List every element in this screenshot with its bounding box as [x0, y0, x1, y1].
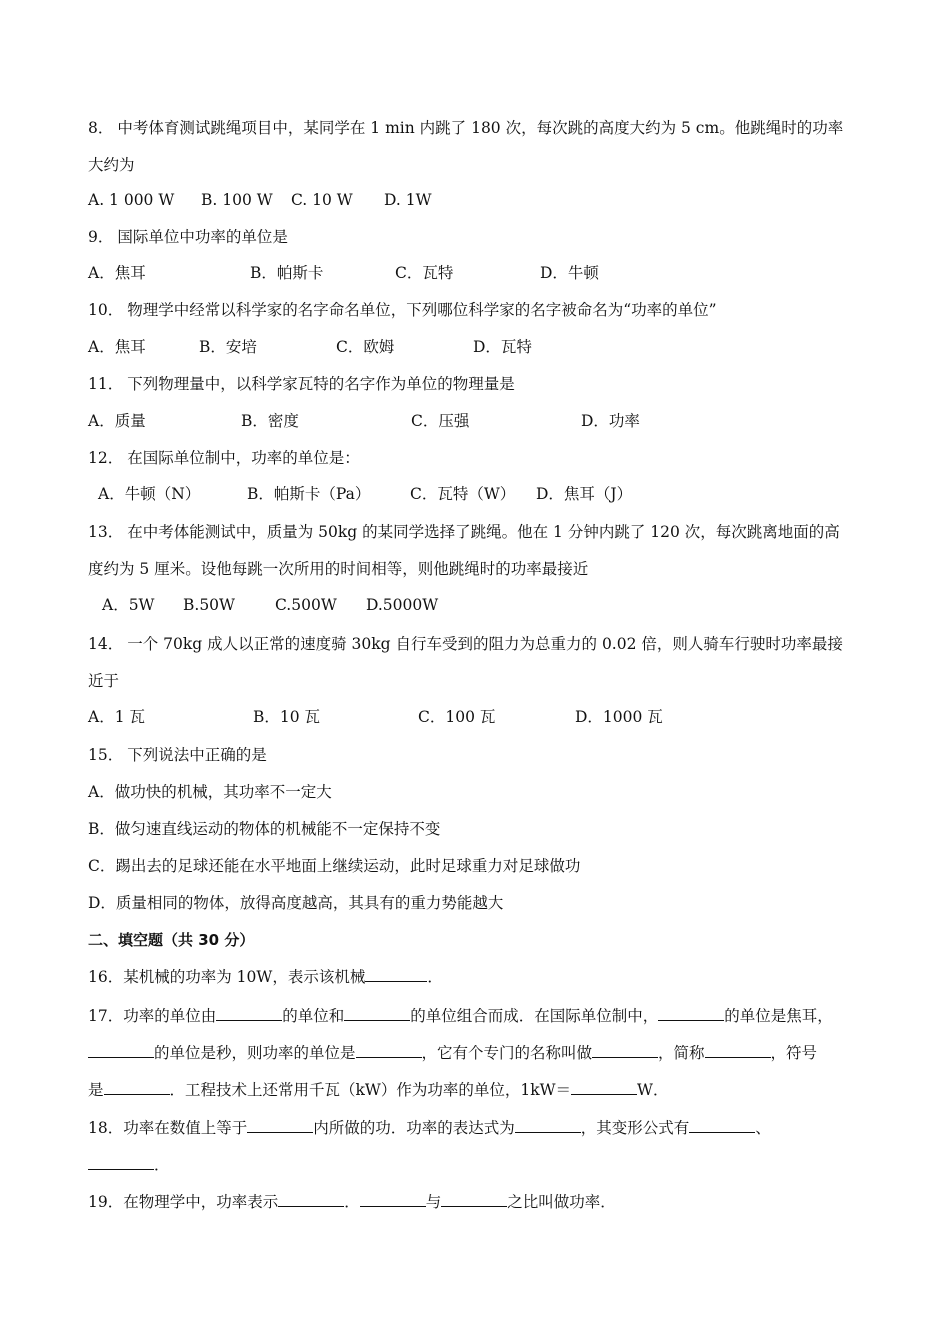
answer-blank[interactable] [515, 1117, 581, 1133]
question-number: 8． [88, 119, 114, 137]
question-8-line-2: 大约为 [88, 156, 135, 174]
question-14-options [88, 707, 868, 727]
answer-blank[interactable] [216, 1005, 282, 1021]
question-number: 17． [88, 1007, 124, 1025]
answer-blank[interactable] [658, 1005, 724, 1021]
question-13-line-1 [88, 522, 840, 542]
question-text: 在物理学中，功率表示 [123, 1193, 279, 1211]
question-text: ，简称 [658, 1044, 705, 1062]
question-text: 一个 70kg 成人以正常的速度骑 30kg 自行车受到的阻力为总重力的 0.02 倍，则人骑车行驶时功率最接 [127, 635, 843, 653]
option-c[interactable]: C．欧姆 [336, 338, 395, 356]
option-d[interactable]: D．焦耳（J） [536, 485, 633, 503]
question-18-line-1 [88, 1117, 771, 1138]
answer-blank[interactable] [592, 1042, 658, 1058]
question-number: 19． [88, 1193, 124, 1211]
answer-blank[interactable] [365, 966, 427, 982]
question-17-line-2 [88, 1042, 817, 1063]
option-c[interactable]: C．踢出去的足球还能在水平地面上继续运动，此时足球重力对足球做功 [88, 857, 581, 875]
question-text: 之比叫做功率． [507, 1193, 616, 1211]
question-number: 13． [88, 523, 124, 541]
question-text: ．工程技术上还常用千瓦（kW）作为功率的单位，1kW＝ [169, 1081, 572, 1099]
question-10-options [88, 337, 868, 357]
question-text: ，符号 [770, 1044, 818, 1062]
question-text: 与 [425, 1193, 442, 1211]
answer-blank[interactable] [360, 1191, 426, 1207]
option-c[interactable]: C．压强 [411, 412, 470, 430]
question-text: 的单位是秒，则功率的单位是 [154, 1044, 356, 1062]
option-d[interactable]: D．牛顿 [540, 264, 599, 282]
option-b[interactable]: B. 100 W [201, 191, 273, 209]
option-a[interactable]: A．质量 [88, 412, 146, 430]
option-b[interactable]: B．10 瓦 [253, 708, 321, 726]
answer-blank[interactable] [441, 1191, 507, 1207]
option-c[interactable]: C．100 瓦 [418, 708, 496, 726]
question-text: 下列说法中正确的是 [127, 746, 267, 764]
option-b[interactable]: B．做匀速直线运动的物体的机械能不一定保持不变 [88, 820, 441, 838]
question-text: ． [344, 1193, 360, 1211]
option-a[interactable]: A．1 瓦 [88, 708, 145, 726]
option-b[interactable]: B.50W [183, 596, 235, 614]
question-text: 功率在数值上等于 [123, 1119, 248, 1137]
question-text: W． [637, 1081, 669, 1099]
question-14-line-2: 近于 [88, 672, 120, 690]
option-a[interactable]: A．焦耳 [88, 264, 146, 282]
option-b[interactable]: B．帕斯卡（Pa） [247, 485, 371, 503]
question-text: 国际单位中功率的单位是 [117, 228, 288, 246]
answer-blank[interactable] [571, 1079, 637, 1095]
question-text: 的单位和 [282, 1007, 345, 1025]
question-number: 15． [88, 746, 124, 764]
answer-blank[interactable] [705, 1042, 771, 1058]
option-a[interactable]: A．5W [102, 596, 155, 614]
question-number: 12． [88, 449, 124, 467]
answer-blank[interactable] [278, 1191, 344, 1207]
question-number: 18． [88, 1119, 124, 1137]
option-d[interactable]: D．功率 [581, 412, 640, 430]
option-c[interactable]: C. 10 W [291, 191, 353, 209]
question-15 [88, 745, 267, 765]
option-d[interactable]: D．1000 瓦 [575, 708, 663, 726]
question-text: 的单位是焦耳， [724, 1007, 833, 1025]
question-11 [88, 374, 515, 394]
option-d[interactable]: D．质量相同的物体，放得高度越高，其具有的重力势能越大 [88, 894, 504, 912]
option-a[interactable]: A．做功快的机械，其功率不一定大 [88, 783, 332, 801]
question-12-options [88, 484, 868, 504]
question-text: ． [427, 968, 443, 986]
question-number: 10． [88, 301, 124, 319]
question-text: 内所做的功．功率的表达式为 [313, 1119, 515, 1137]
question-text: 某机械的功率为 10W，表示该机械 [123, 968, 366, 986]
section-title: 二、填空题（共 30 分） [88, 931, 255, 949]
option-b[interactable]: B．安培 [199, 338, 257, 356]
question-text: 下列物理量中，以科学家瓦特的名字作为单位的物理量是 [127, 375, 515, 393]
question-19 [88, 1191, 616, 1212]
question-text: 物理学中经常以科学家的名字命名单位，下列哪位科学家的名字被命名为“功率的单位” [127, 301, 717, 319]
answer-blank[interactable] [247, 1117, 313, 1133]
answer-blank[interactable] [88, 1042, 154, 1058]
question-text: 在国际单位制中，功率的单位是： [127, 449, 360, 467]
question-8-line-1 [88, 118, 843, 138]
question-17-line-1 [88, 1005, 833, 1026]
question-9 [88, 227, 288, 247]
question-8-options [88, 190, 868, 210]
option-a[interactable]: A．焦耳 [88, 338, 146, 356]
question-text: 在中考体能测试中，质量为 50kg 的某同学选择了跳绳。他在 1 分钟内跳了 120 次，每次跳离地面的高 [127, 523, 840, 541]
question-13-options [88, 595, 868, 615]
option-a[interactable]: A．牛顿（N） [98, 485, 201, 503]
question-text: 功率的单位由 [123, 1007, 217, 1025]
option-b[interactable]: B．密度 [241, 412, 299, 430]
question-10 [88, 300, 717, 320]
option-b[interactable]: B．帕斯卡 [250, 264, 324, 282]
answer-blank[interactable] [344, 1005, 410, 1021]
question-12 [88, 448, 360, 468]
answer-blank[interactable] [356, 1042, 422, 1058]
question-number: 14． [88, 635, 124, 653]
answer-blank[interactable] [689, 1117, 755, 1133]
option-c[interactable]: C．瓦特（W） [410, 485, 516, 503]
option-d[interactable]: D.5000W [366, 596, 439, 614]
question-text: ． [154, 1156, 170, 1174]
question-text: 中考体育测试跳绳项目中，某同学在 1 min 内跳了 180 次，每次跳的高度大约为 5 cm。他跳绳时的功率 [117, 119, 844, 137]
answer-blank[interactable] [88, 1154, 154, 1170]
question-number: 16． [88, 968, 124, 986]
option-c[interactable]: C.500W [275, 596, 337, 614]
question-text: 、 [755, 1119, 771, 1137]
option-a[interactable]: A. 1 000 W [88, 191, 175, 209]
question-14-line-1 [88, 634, 843, 654]
option-d[interactable]: D．瓦特 [473, 338, 532, 356]
question-text: ，其变形公式有 [580, 1119, 690, 1137]
question-13-line-2: 度约为 5 厘米。设他每跳一次所用的时间相等，则他跳绳时的功率最接近 [88, 560, 589, 578]
question-text: 是 [88, 1081, 104, 1099]
question-18-line-2 [88, 1154, 170, 1175]
question-text: 的单位组合而成．在国际单位制中， [410, 1007, 659, 1025]
question-number: 9． [88, 228, 114, 246]
question-number: 11． [88, 375, 124, 393]
question-17-line-3 [88, 1079, 668, 1100]
question-11-options [88, 411, 868, 431]
option-d[interactable]: D. 1W [384, 191, 432, 209]
answer-blank[interactable] [104, 1079, 170, 1095]
question-text: ，它有个专门的名称叫做 [421, 1044, 593, 1062]
question-16 [88, 966, 443, 987]
option-c[interactable]: C．瓦特 [395, 264, 454, 282]
question-9-options [88, 263, 868, 283]
